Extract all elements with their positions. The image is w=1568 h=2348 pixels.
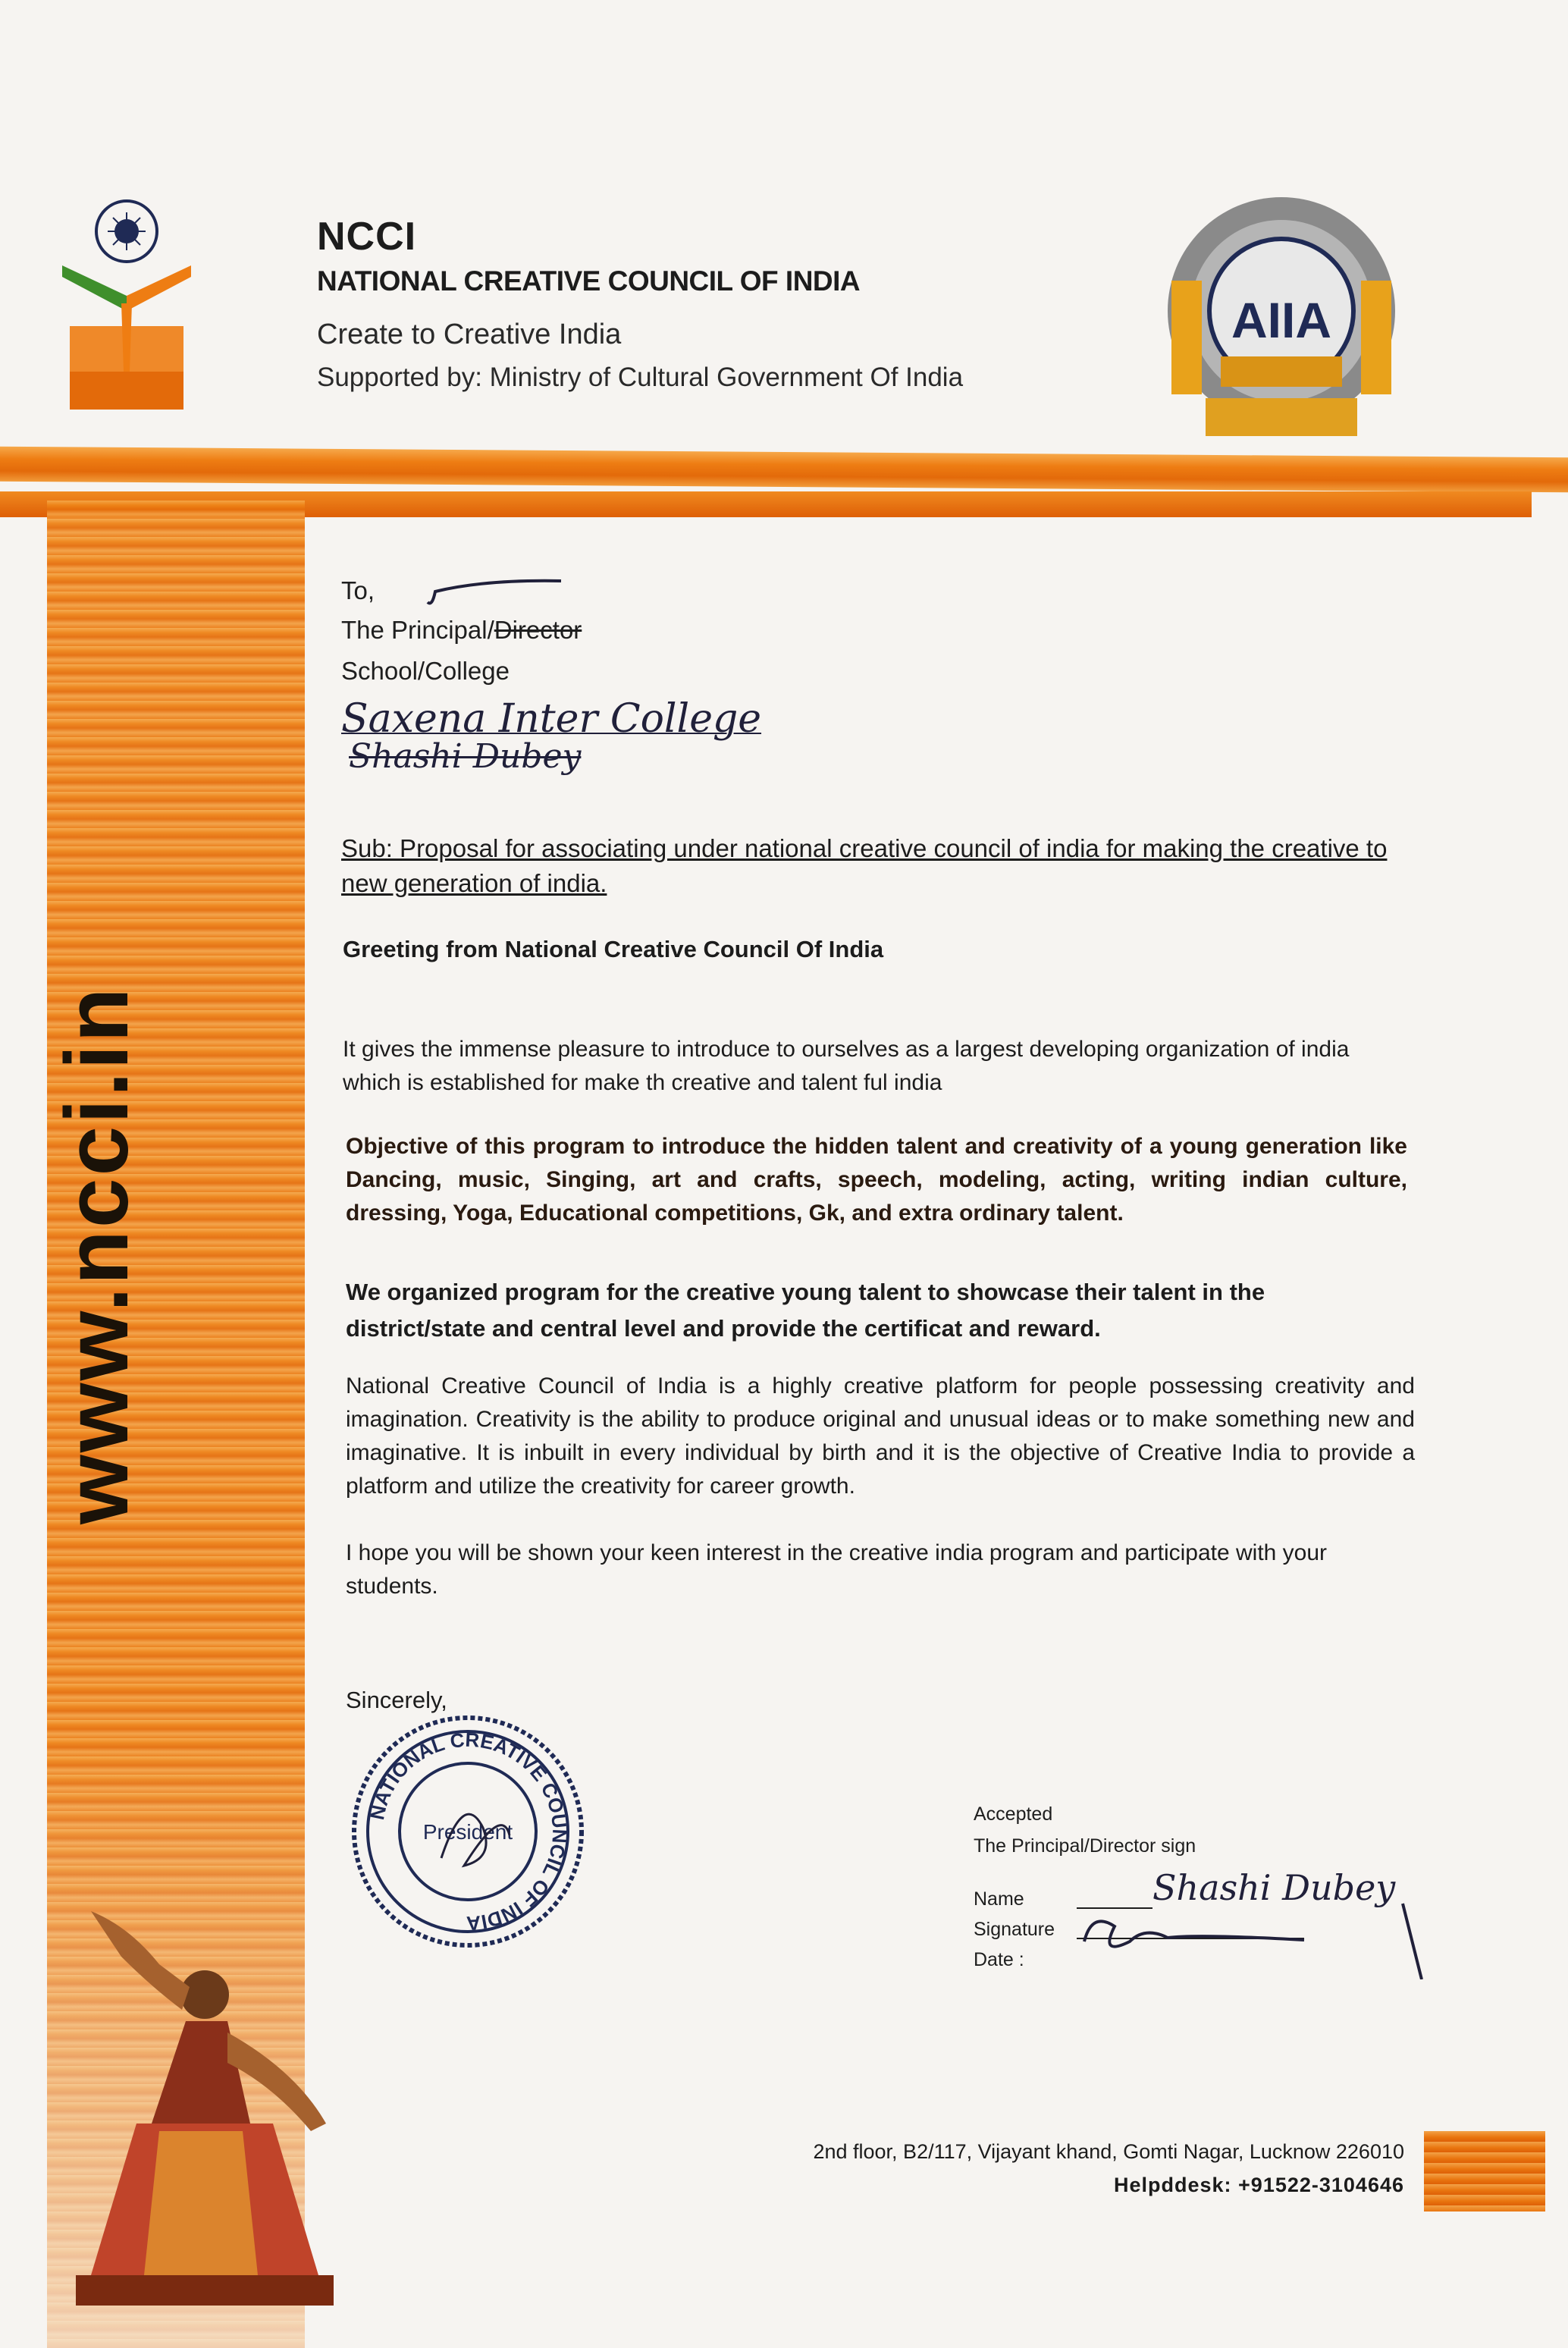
footer-helpdesk: Helpddesk: +91522-3104646 <box>1114 2174 1404 2196</box>
handwritten-accepted-name: Shashi Dubey <box>1152 1867 1396 1908</box>
aiia-logo <box>1152 182 1410 455</box>
accepted-label: Accepted <box>974 1803 1053 1825</box>
school-line: School/College <box>341 657 510 685</box>
footer-orange-corner <box>1424 2131 1545 2211</box>
supported-by: Supported by: Ministry of Cultural Government Of India <box>317 363 964 392</box>
handwritten-recipient-name: Shashi Dubey <box>349 737 582 776</box>
seal-center-text: President <box>422 1820 513 1844</box>
closing-sincerely: Sincerely, <box>346 1687 447 1713</box>
council-seal <box>350 1714 585 1949</box>
seal-ring-text-path: NATIONAL CREATIVE COUNCIL OF INDIA <box>365 1728 572 1935</box>
org-short-name: NCCI <box>317 215 417 259</box>
paragraph-objective: Objective of this program to introduce the hidden talent and creativity of a young generation like Dancing, music, Singing, art and crafts, speech, modeling, acting, writing indian culture, dressing, Yoga, Educational competitions, Gk, and extra ordinary talent. <box>346 1134 1407 1226</box>
tick-mark <box>425 576 576 607</box>
signature-label: Signature <box>974 1919 1055 1940</box>
side-website-url <box>45 1282 149 1524</box>
footer-address: 2nd floor, B2/117, Vijayant khand, Gomti Nagar, Lucknow 226010 <box>813 2140 1404 2163</box>
principal-line <box>341 616 582 645</box>
org-tagline: Create to Creative India <box>317 319 622 350</box>
greeting: Greeting from National Creative Council Of India <box>343 936 884 962</box>
paragraph-closing: I hope you will be shown your keen interest in the creative india program and participate with your students. <box>346 1540 1328 1599</box>
aiia-logo-text: AIIA <box>1231 292 1331 348</box>
paragraph-about: National Creative Council of India is a highly creative platform for people possessing creativity and imagination. Creativity is the ability to produce original and unusual ideas or to make something new and imaginative. It is inbuilt in every individual by birth and it is the objective of Creative India to provide a platform and utilize the creativity for career growth. <box>346 1373 1415 1499</box>
paragraph-intro: It gives the immense pleasure to introduce to ourselves as a largest developing organization of india which is established for make th creative and talent ful india <box>343 1037 1350 1095</box>
principal-sign-label: The Principal/Director sign <box>974 1835 1196 1857</box>
dancer-image <box>45 1881 349 2306</box>
org-full-name: NATIONAL CREATIVE COUNCIL OF INDIA <box>317 265 861 297</box>
paragraph-program: We organized program for the creative young talent to showcase their talent in the district/state and central level and provide the certificat and reward. <box>346 1279 1265 1342</box>
ncci-logo <box>55 190 199 410</box>
principal-prefix: The Principal/ <box>341 616 494 644</box>
subject-line: Sub: Proposal for associating under national creative council of india for making the creative to new generation of india. <box>341 834 1388 897</box>
date-label: Date : <box>974 1949 1024 1970</box>
principal-struck-word: Director <box>494 616 582 644</box>
handwritten-college: Saxena Inter College <box>341 696 762 742</box>
principal-signature <box>1077 1896 1425 1979</box>
to-line: To, <box>341 576 375 604</box>
name-label: Name <box>974 1888 1024 1910</box>
